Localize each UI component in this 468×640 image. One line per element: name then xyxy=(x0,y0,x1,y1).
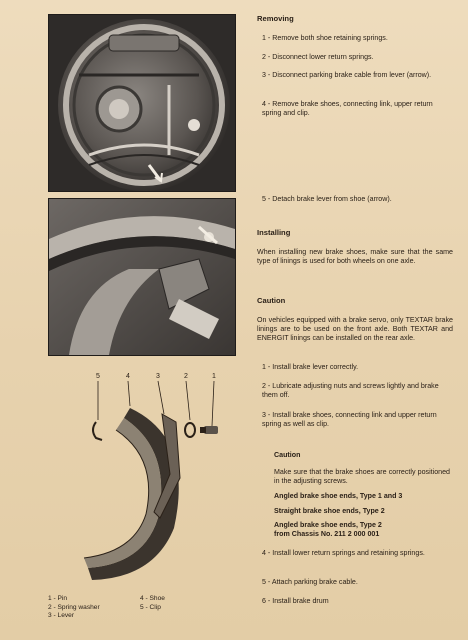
installing-heading: Installing xyxy=(257,228,291,237)
removing-step-1: 1 - Remove both shoe retaining springs. xyxy=(262,34,388,42)
removing-step-2: 2 - Disconnect lower return springs. xyxy=(262,53,374,61)
removing-step-4: 4 - Remove brake shoes, connecting link, upper return spring and clip. xyxy=(262,100,433,118)
caution-text: On vehicles equipped with a brake servo, only TEXTAR brake linings are to be used on the front axle. Both TEXTAR and ENERGIT linings can be installed on the rear axle. xyxy=(257,316,453,343)
legend-item-clip: 5 - Clip xyxy=(140,603,161,611)
caution-heading: Caution xyxy=(257,296,286,305)
caution-2-line-2: Straight brake shoe ends, Type 2 xyxy=(274,507,385,515)
brake-lever-photo xyxy=(48,198,236,356)
caution-2-heading: Caution xyxy=(274,451,301,459)
removing-step-3: 3 - Disconnect parking brake cable from lever (arrow). xyxy=(262,71,432,79)
legend-item-shoe: 4 - Shoe xyxy=(140,595,165,602)
legend-item-lever: 3 - Lever xyxy=(48,612,75,620)
install-step-4: 4 - Install lower return springs and retaining springs. xyxy=(262,549,425,557)
brake-assembly-photo xyxy=(48,14,236,192)
callout-2: 2 xyxy=(184,373,188,380)
install-step-5: 5 - Attach parking brake cable. xyxy=(262,578,358,586)
caution-2-text: Make sure that the brake shoes are correctly positioned in the adjusting screws. xyxy=(274,468,450,486)
removing-heading: Removing xyxy=(257,14,294,23)
diagram-legend-right xyxy=(140,595,165,612)
install-step-1: 1 - Install brake lever correctly. xyxy=(262,363,359,371)
install-step-2: 2 - Lubricate adjusting nuts and screws lightly and brake them off. xyxy=(262,382,439,400)
caution-2-line-3a: Angled brake shoe ends, Type 2 xyxy=(274,521,382,529)
legend-item-spring-washer: 2 - Spring washer xyxy=(48,603,100,611)
diagram-legend-left xyxy=(48,595,100,621)
callout-1: 1 xyxy=(212,373,216,380)
installing-intro: When installing new brake shoes, make sure that the same type of linings is used for both wheels on one axle. xyxy=(257,248,453,266)
callout-5: 5 xyxy=(96,373,100,380)
install-step-6: 6 - Install brake drum xyxy=(262,597,329,605)
caution-2-line-1: Angled brake shoe ends, Type 1 and 3 xyxy=(274,492,403,500)
removing-step-5: 5 - Detach brake lever from shoe (arrow). xyxy=(262,195,392,203)
install-step-3: 3 - Install brake shoes, connecting link and upper return spring as well as clip. xyxy=(262,411,437,429)
shoe-exploded-diagram xyxy=(44,368,240,590)
callout-3: 3 xyxy=(156,373,160,380)
callout-4: 4 xyxy=(126,373,130,380)
legend-item-pin: 1 - Pin xyxy=(48,595,68,602)
caution-2-line-3b: from Chassis No. 211 2 000 001 xyxy=(274,530,380,538)
